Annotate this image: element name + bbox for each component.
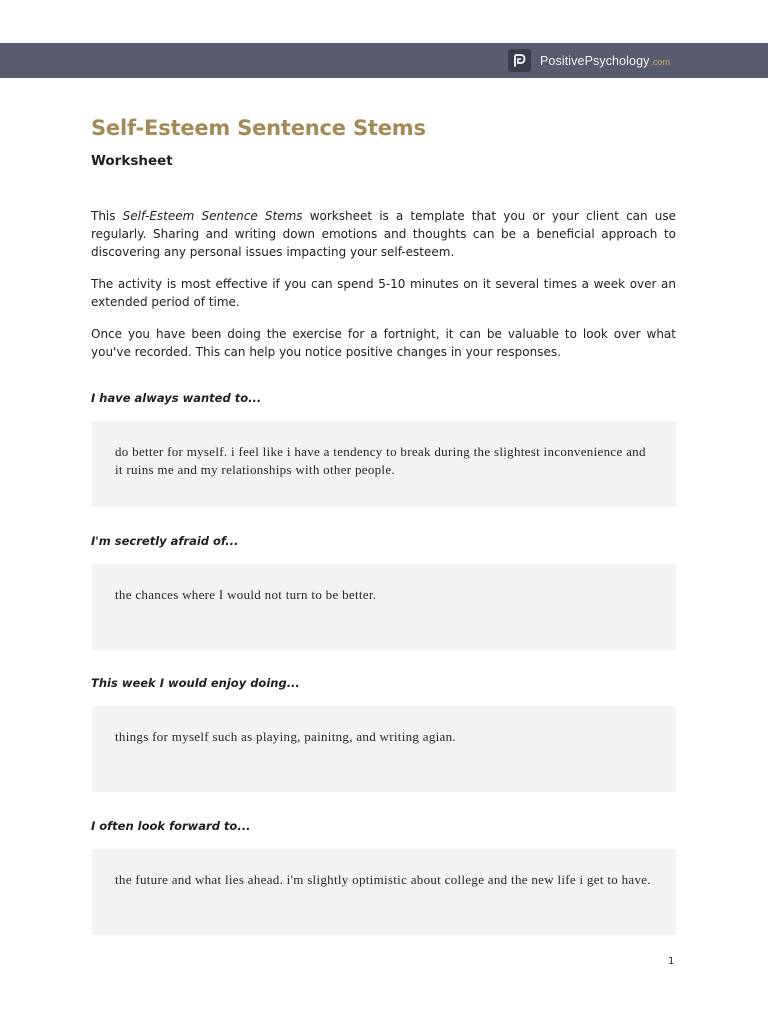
answer-field-2[interactable] — [92, 564, 676, 650]
prompt-label-3: This week I would enjoy doing... — [91, 676, 300, 690]
header-bar — [0, 43, 768, 78]
page-number: 1 — [668, 956, 675, 967]
brand-name: PositivePsychology — [540, 53, 650, 68]
intro-paragraph-2: The activity is most effective if you can spend 5-10 minutes on it several times a week over an extended period of time. — [91, 277, 676, 309]
answer-text-4: the future and what lies ahead. i'm slightly optimistic about college and the new life i get to have. — [115, 872, 651, 887]
brand-suffix: .com — [650, 56, 671, 67]
answer-text-3: things for myself such as playing, painitng, and writing agian. — [115, 729, 456, 744]
intro-text — [91, 207, 676, 375]
brand — [508, 49, 670, 72]
intro-paragraph-1: This Self-Esteem Sentence Stems worksheet is a template that you or your client can use regularly. Sharing and writing down emotions and thoughts can be a beneficial approach to discovering any personal issues impacting your self-esteem. — [91, 209, 677, 259]
answer-field-3[interactable] — [92, 706, 676, 792]
prompt-label-1: I have always wanted to... — [91, 391, 262, 405]
answer-field-1[interactable] — [92, 421, 676, 507]
document-title: Self-Esteem Sentence Stems — [91, 116, 426, 140]
document-subtitle: Worksheet — [91, 153, 173, 169]
answer-field-4[interactable] — [92, 849, 676, 935]
answer-text-2: the chances where I would not turn to be better. — [115, 587, 377, 602]
prompt-label-4: I often look forward to... — [91, 819, 251, 833]
worksheet-name-emphasis: Self-Esteem Sentence Stems — [122, 209, 303, 223]
positive-psychology-logo-icon — [508, 49, 531, 72]
intro-paragraph-3: Once you have been doing the exercise for a fortnight, it can be valuable to look over what you've recorded. This can help you notice positive changes in your responses. — [91, 327, 676, 359]
answer-text-1: do better for myself. i feel like i have a tendency to break during the slightest inconvenience and it ruins me and my relationships with other people. — [115, 444, 646, 477]
prompt-label-2: I'm secretly afraid of... — [91, 534, 239, 548]
